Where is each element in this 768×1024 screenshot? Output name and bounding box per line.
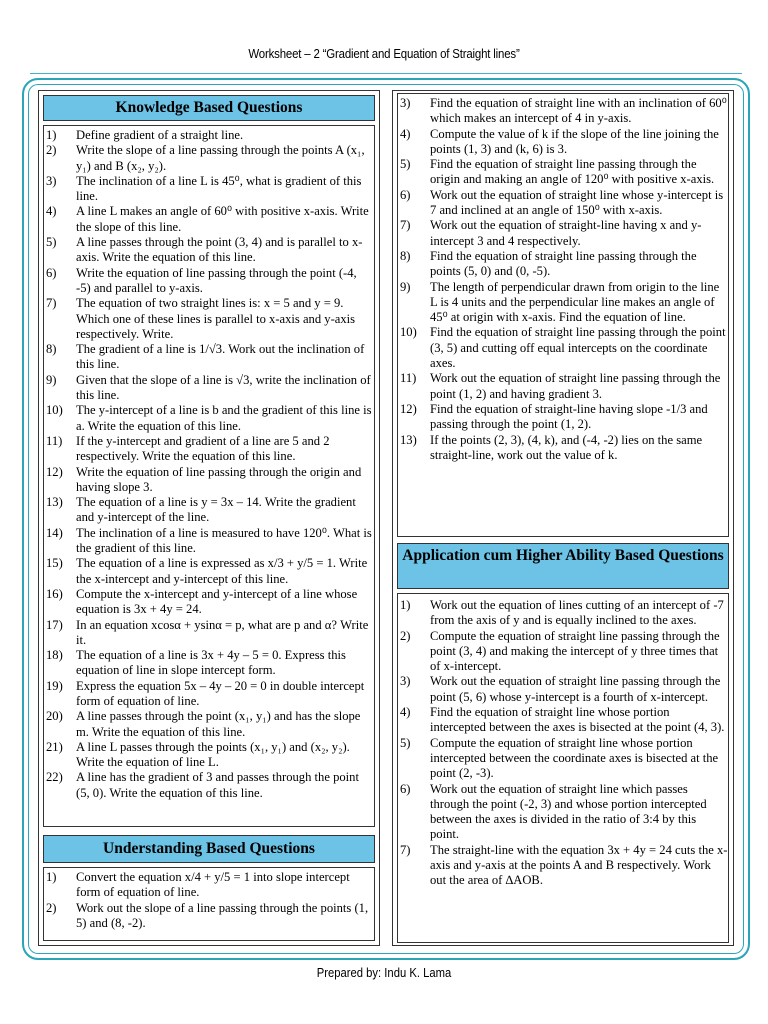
question-text: Write the equation of line passing through the point (-4, -5) and parallel to y-axis. xyxy=(76,265,357,295)
question-item xyxy=(44,770,374,801)
question-item xyxy=(398,188,728,219)
understanding-heading: Understanding Based Questions xyxy=(43,835,375,863)
question-text: If the y-intercept and gradient of a line are 5 and 2 respectively. Write the equation of this line. xyxy=(76,433,330,464)
question-number: 3) xyxy=(46,173,57,188)
question-item xyxy=(44,587,374,618)
question-text: Find the equation of straight line passing through the point (3, 5) and cutting off equal intercepts on the coordinate axes. xyxy=(430,325,726,371)
question-item xyxy=(44,143,374,174)
right-column xyxy=(392,90,734,946)
question-number: 4) xyxy=(46,204,57,219)
question-text: The straight-line with the equation 3x + 4y = 24 cuts the x-axis and y-axis at the points A and B respectively. Work out the area of ∆AOB. xyxy=(430,842,728,888)
question-text: The equation of a line is y = 3x – 14. Write the gradient and y-intercept of the line. xyxy=(76,495,356,525)
question-number: 11) xyxy=(46,433,63,448)
question-number: 1) xyxy=(400,598,411,612)
question-number: 4) xyxy=(400,705,411,720)
question-text: The equation of a line is expressed as x/3 + y/5 = 1. Write the x-intercept and y-intercept of this line. xyxy=(76,556,368,586)
question-item xyxy=(398,843,728,889)
question-text: A line L makes an angle of 60⁰ with positive x-axis. Write the slope of this line. xyxy=(76,204,369,234)
question-item xyxy=(44,296,374,342)
question-number: 2) xyxy=(46,900,57,915)
knowledge-heading: Knowledge Based Questions xyxy=(43,95,375,121)
question-item xyxy=(398,280,728,326)
question-item xyxy=(44,434,374,465)
question-item xyxy=(44,403,374,434)
question-item xyxy=(398,736,728,782)
question-text: A line passes through the point (3, 4) and is parallel to x-axis. Write the equation of this line. xyxy=(76,235,363,265)
question-number: 21) xyxy=(46,739,63,754)
question-text: Work out the equation of straight line passing through the point (1, 2) and having gradient 3. xyxy=(430,371,721,401)
question-item xyxy=(44,526,374,557)
question-number: 20) xyxy=(46,709,63,724)
question-item xyxy=(44,465,374,496)
question-number: 7) xyxy=(46,296,57,311)
question-number: 17) xyxy=(46,617,63,632)
question-item xyxy=(44,174,374,205)
question-text: Work out the equation of straight-line having x and y-intercept 3 and 4 respectively. xyxy=(430,218,702,248)
question-number: 6) xyxy=(46,265,57,280)
question-item xyxy=(398,325,728,371)
question-number: 5) xyxy=(46,235,57,250)
question-text: A line passes through the point (x₁, y₁) and has the slope m. Write the equation of this line. xyxy=(76,709,361,739)
question-item xyxy=(44,266,374,297)
question-number: 2) xyxy=(400,628,411,643)
question-number: 5) xyxy=(400,735,411,750)
question-text: The gradient of a line is 1/√3. Work out the inclination of this line. xyxy=(76,342,365,372)
question-text: The inclination of a line L is 45⁰, what is gradient of this line. xyxy=(76,173,362,204)
question-item xyxy=(398,218,728,249)
knowledge-questions-box xyxy=(43,125,375,827)
question-number: 19) xyxy=(46,678,63,693)
question-number: 11) xyxy=(400,371,417,386)
understanding-questions-box-left xyxy=(43,867,375,941)
question-number: 10) xyxy=(400,325,417,340)
question-item xyxy=(44,495,374,526)
question-number: 13) xyxy=(46,495,63,510)
question-number: 1) xyxy=(46,128,57,142)
question-number: 13) xyxy=(400,432,417,447)
question-text: Find the equation of straight line with an inclination of 60⁰ which makes an intercept of 4 in y-axis. xyxy=(430,96,727,126)
question-item xyxy=(44,709,374,740)
question-number: 7) xyxy=(400,218,411,233)
question-item xyxy=(398,127,728,158)
question-text: A line has the gradient of 3 and passes through the point (5, 0). Write the equation of this line. xyxy=(76,770,359,800)
question-text: A line L passes through the points (x₁, y₁) and (x₂, y₂). Write the equation of line L. xyxy=(76,739,350,770)
question-item xyxy=(398,371,728,402)
question-number: 9) xyxy=(400,279,411,294)
question-number: 7) xyxy=(400,842,411,857)
understanding-question-list-left xyxy=(44,870,374,931)
question-item xyxy=(398,629,728,675)
prepared-by-footer: Prepared by: Indu K. Lama xyxy=(316,966,452,980)
question-number: 8) xyxy=(400,248,411,263)
question-item xyxy=(44,373,374,404)
question-text: In an equation xcosα + ysinα = p, what are p and α? Write it. xyxy=(76,617,369,647)
question-number: 3) xyxy=(400,674,411,689)
question-number: 5) xyxy=(400,157,411,172)
question-item xyxy=(398,705,728,736)
question-number: 22) xyxy=(46,770,63,785)
knowledge-question-list xyxy=(44,128,374,801)
question-item xyxy=(44,870,374,901)
question-text: Write the slope of a line passing through the points A (x₁, y₁) and B (x₂, y₂). xyxy=(76,143,365,173)
question-text: Find the equation of straight line passing through the points (5, 0) and (0, -5). xyxy=(430,248,697,279)
question-text: The equation of two straight lines is: x = 5 and y = 9. Which one of these lines is parallel to x-axis and y-axis respectively. Write. xyxy=(76,296,356,341)
question-item xyxy=(44,679,374,710)
understanding-questions-box-right xyxy=(397,93,729,537)
question-text: Express the equation 5x – 4y – 20 = 0 in double intercept form of equation of line. xyxy=(76,678,365,708)
question-item xyxy=(44,342,374,373)
question-item xyxy=(398,402,728,433)
question-item xyxy=(398,157,728,188)
question-item xyxy=(398,433,728,464)
question-item xyxy=(44,740,374,771)
title-underline xyxy=(30,73,742,74)
question-number: 18) xyxy=(46,648,63,663)
question-number: 6) xyxy=(400,781,411,796)
left-column xyxy=(38,90,380,946)
application-questions-box xyxy=(397,593,729,943)
question-number: 12) xyxy=(46,464,63,479)
question-number: 2) xyxy=(46,143,57,158)
question-number: 10) xyxy=(46,403,63,418)
question-number: 6) xyxy=(400,187,411,202)
question-item xyxy=(398,674,728,705)
question-text: Find the equation of straight line whose portion intercepted between the axes is bisected at the point (4, 3). xyxy=(430,705,725,735)
question-number: 1) xyxy=(46,870,57,884)
question-text: Work out the equation of lines cutting of an intercept of -7 from the axis of y and is equally inclined to the axes. xyxy=(430,598,724,628)
question-item xyxy=(398,96,728,127)
question-text: Write the equation of line passing through the origin and having slope 3. xyxy=(76,464,362,494)
question-item xyxy=(44,648,374,679)
question-item xyxy=(398,782,728,843)
question-text: The equation of a line is 3x + 4y – 5 = 0. Express this equation of line in slope intercept form. xyxy=(76,648,346,678)
question-number: 8) xyxy=(46,342,57,357)
question-text: Compute the equation of straight line whose portion intercepted between the coordinate axes is bisected at the point (2, -3). xyxy=(430,735,719,781)
question-number: 15) xyxy=(46,556,63,571)
question-number: 14) xyxy=(46,525,63,540)
question-number: 16) xyxy=(46,586,63,601)
question-text: Find the equation of straight-line having slope -1/3 and passing through the point (1, 2). xyxy=(430,401,708,432)
question-text: Given that the slope of a line is √3, write the inclination of this line. xyxy=(76,372,371,403)
question-item xyxy=(44,901,374,932)
question-item xyxy=(398,249,728,280)
question-text: Work out the equation of straight line whose y-intercept is 7 and inclined at an angle of 150⁰ with x-axis. xyxy=(430,187,724,218)
question-item xyxy=(44,235,374,266)
question-text: Compute the x-intercept and y-intercept of a line whose equation is 3x + 4y = 24. xyxy=(76,586,358,617)
question-text: Work out the slope of a line passing through the points (1, 5) and (8, -2). xyxy=(76,900,369,930)
question-item xyxy=(44,204,374,235)
question-number: 3) xyxy=(400,96,411,110)
question-text: Compute the value of k if the slope of the line joining the points (1, 3) and (k, 6) is 3. xyxy=(430,126,719,156)
question-number: 9) xyxy=(46,372,57,387)
question-item xyxy=(44,556,374,587)
question-text: Work out the equation of straight line passing through the point (5, 6) whose y-intercept is a fourth of x-intercept. xyxy=(430,674,721,704)
worksheet-title: Worksheet – 2 “Gradient and Equation of Straight lines” xyxy=(248,46,520,61)
question-text: The inclination of a line is measured to have 120⁰. What is the gradient of this line. xyxy=(76,525,372,556)
application-question-list xyxy=(398,598,728,889)
question-text: The length of perpendicular drawn from origin to the line L is 4 units and the perpendicular line makes an angle of 45⁰ at origin with x-axis. Find the equation of line. xyxy=(430,279,720,325)
question-number: 4) xyxy=(400,126,411,141)
understanding-question-list-right xyxy=(398,96,728,463)
question-text: Work out the equation of straight line which passes through the point (-2, 3) and whose portion intercepted between the axes is divided in the ratio of 3:4 by this point. xyxy=(430,781,707,842)
question-item xyxy=(398,598,728,629)
question-number: 12) xyxy=(400,401,417,416)
question-item xyxy=(44,128,374,143)
question-text: If the points (2, 3), (4, k), and (-4, -2) lies on the same straight-line, work out the value of k. xyxy=(430,432,703,462)
question-text: The y-intercept of a line is b and the gradient of this line is a. Write the equation of this line. xyxy=(76,403,372,433)
question-text: Find the equation of straight line passing through the origin and making an angle of 120⁰ with positive x-axis. xyxy=(430,157,715,187)
question-text: Convert the equation x/4 + y/5 = 1 into slope intercept form of equation of line. xyxy=(76,870,350,900)
question-text: Define gradient of a straight line. xyxy=(76,128,244,142)
application-heading: Application cum Higher Ability Based Questions xyxy=(397,543,729,589)
question-item xyxy=(44,618,374,649)
question-text: Compute the equation of straight line passing through the point (3, 4) and making the intercept of y three times that of x-intercept. xyxy=(430,628,720,674)
